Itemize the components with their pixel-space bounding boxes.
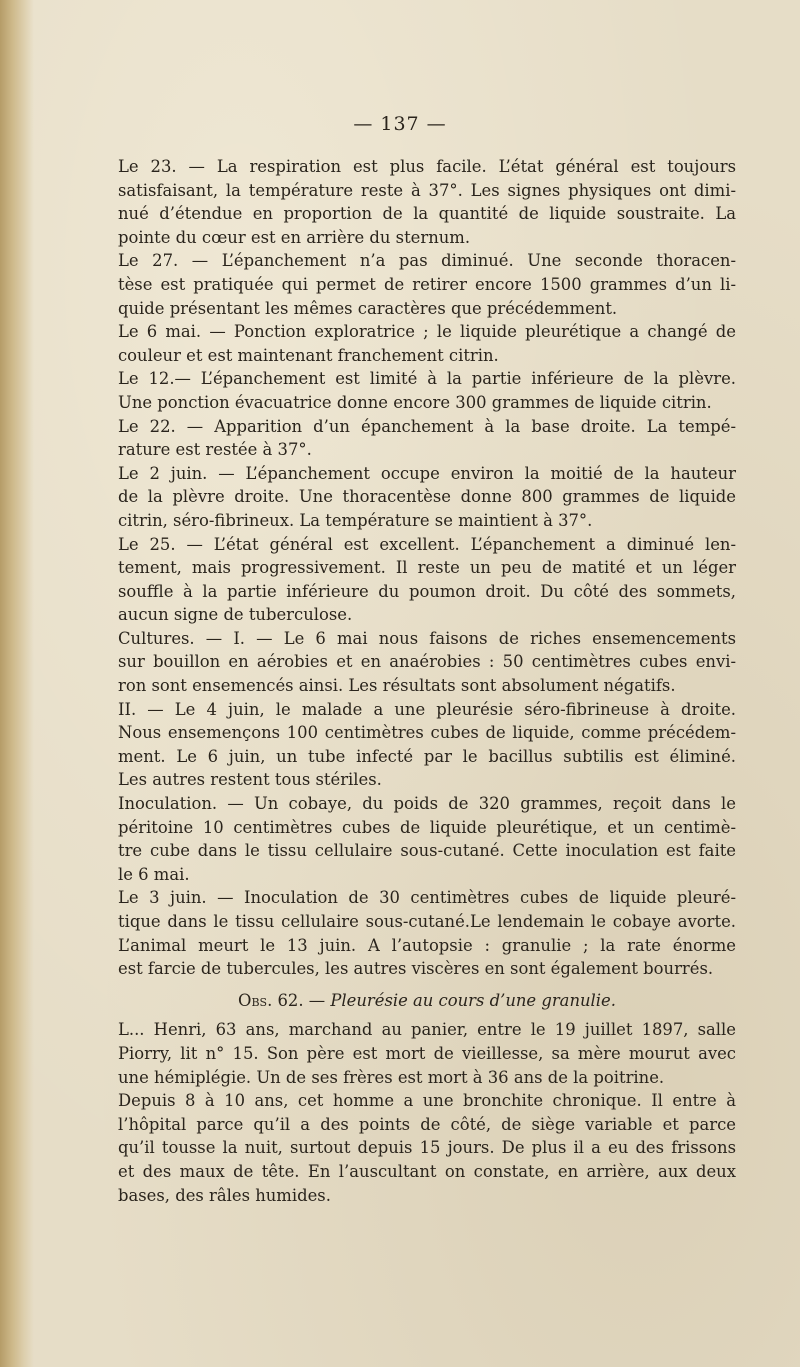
text-line: le 6 mai. (118, 864, 190, 884)
text-line: Le 12.— L’épanchement est limité à la partie inférieure de la plèvre. (118, 369, 736, 389)
paragraph (118, 1089, 736, 1207)
paragraph (118, 415, 736, 462)
text-line: pointe du cœur est en arrière du sternum. (118, 227, 471, 247)
text-line: tement, mais progressivement. Il reste un peu de matité et un léger (118, 558, 736, 578)
book-spine-shadow (0, 0, 34, 1367)
page-number: — 137 — (353, 113, 447, 135)
text-line: est farcie de tubercules, les autres viscères en sont également bourrés. (118, 959, 714, 979)
text-line: nué d’étendue en proportion de la quantité de liquide soustraite. La (118, 204, 736, 224)
text-line: quide présentant les mêmes caractères que précédemment. (118, 298, 618, 318)
text-line: souffle à la partie inférieure du poumon droit. Du côté des sommets, (118, 581, 736, 601)
observation-dash: — (303, 990, 331, 1010)
observation-title: Pleurésie au cours d’une granulie. (330, 990, 616, 1010)
paragraph (118, 320, 736, 367)
page-body (118, 155, 736, 1207)
text-line: Le 22. — Apparition d’un épanchement à la base droite. La tempé- (118, 416, 736, 436)
text-line: couleur et est maintenant franchement citrin. (118, 345, 499, 365)
text-line: Le 6 mai. — Ponction exploratrice ; le liquide pleurétique a changé de (118, 322, 736, 342)
text-line: et des maux de tête. En l’auscultant on constate, en arrière, aux deux (118, 1161, 736, 1181)
text-line: Nous ensemençons 100 centimètres cubes de liquide, comme précédem- (118, 723, 736, 743)
text-line: Le 23. — La respiration est plus facile. L’état général est toujours (118, 157, 736, 176)
text-line: Le 25. — L’état général est excellent. L’épanchement a diminué len- (118, 534, 736, 554)
text-line: ron sont ensemencés ainsi. Les résultats sont absolument négatifs. (118, 676, 676, 696)
paragraph (118, 698, 736, 792)
text-line: tre cube dans le tissu cellulaire sous-cutané. Cette inoculation est faite (118, 841, 736, 861)
text-line: sur bouillon en aérobies et en anaérobies : 50 centimètres cubes envi- (118, 652, 736, 672)
text-line: tique dans le tissu cellulaire sous-cutané.Le lendemain le cobaye avorte. (118, 912, 736, 931)
text-line: Les autres restent tous stériles. (118, 770, 382, 790)
paragraph (118, 792, 736, 886)
text-line: de la plèvre droite. Une thoracentèse donne 800 grammes de liquide (118, 487, 736, 507)
text-line: bases, des râles humides. (118, 1185, 331, 1205)
text-line: aucun signe de tuberculose. (118, 605, 353, 625)
text-line: ment. Le 6 juin, un tube infecté par le bacillus subtilis est éliminé. (118, 746, 736, 766)
text-line: Depuis 8 à 10 ans, cet homme a une bronchite chronique. Il entre à (118, 1091, 736, 1111)
paragraph (118, 1018, 736, 1089)
text-line: citrin, séro-fibrineux. La température se maintient à 37°. (118, 510, 593, 530)
paragraph (118, 155, 736, 249)
text-line: II. — Le 4 juin, le malade a une pleurésie séro-fibrineuse à droite. (118, 699, 736, 719)
paragraph (118, 249, 736, 320)
text-line: Piorry, lit n° 15. Son père est mort de vieillesse, sa mère mourut avec (118, 1043, 736, 1063)
text-line: L’animal meurt le 13 juin. A l’autopsie : granulie ; la rate énorme (118, 935, 736, 955)
paragraph (118, 533, 736, 627)
text-line: Le 3 juin. — Inoculation de 30 centimètres cubes de liquide pleuré- (118, 888, 736, 908)
text-line: L... Henri, 63 ans, marchand au panier, entre le 19 juillet 1897, salle (118, 1020, 736, 1040)
paragraphs-after-observation (118, 1018, 736, 1207)
observation-heading (118, 989, 736, 1013)
paragraphs-before-observation (118, 155, 736, 981)
observation-label: Obs. 62. (238, 990, 304, 1010)
paragraph (118, 462, 736, 533)
paragraph (118, 367, 736, 414)
text-line: l’hôpital parce qu’il a des points de côté, de siège variable et parce (118, 1114, 736, 1134)
text-line: une hémiplégie. Un de ses frères est mort à 36 ans de la poitrine. (118, 1067, 665, 1087)
text-line: Inoculation. — Un cobaye, du poids de 320 grammes, reçoit dans le (118, 794, 736, 814)
text-line: satisfaisant, la température reste à 37°. Les signes physiques ont dimi- (118, 180, 736, 200)
text-line: rature est restée à 37°. (118, 440, 312, 460)
text-line: Le 27. — L’épanchement n’a pas diminué. Une seconde thoracen- (118, 251, 736, 271)
text-line: Une ponction évacuatrice donne encore 300 grammes de liquide citrin. (118, 392, 712, 412)
paragraph (118, 627, 736, 698)
text-line: péritoine 10 centimètres cubes de liquide pleurétique, et un centimè- (118, 817, 736, 837)
text-line: Cultures. — I. — Le 6 mai nous faisons de riches ensemencements (118, 628, 736, 648)
text-line: qu’il tousse la nuit, surtout depuis 15 jours. De plus il a eu des frissons (118, 1138, 736, 1158)
text-line: Le 2 juin. — L’épanchement occupe environ la moitié de la hauteur (118, 463, 736, 483)
text-line: tèse est pratiquée qui permet de retirer encore 1500 grammes d’un li- (118, 274, 736, 294)
paragraph (118, 886, 736, 980)
